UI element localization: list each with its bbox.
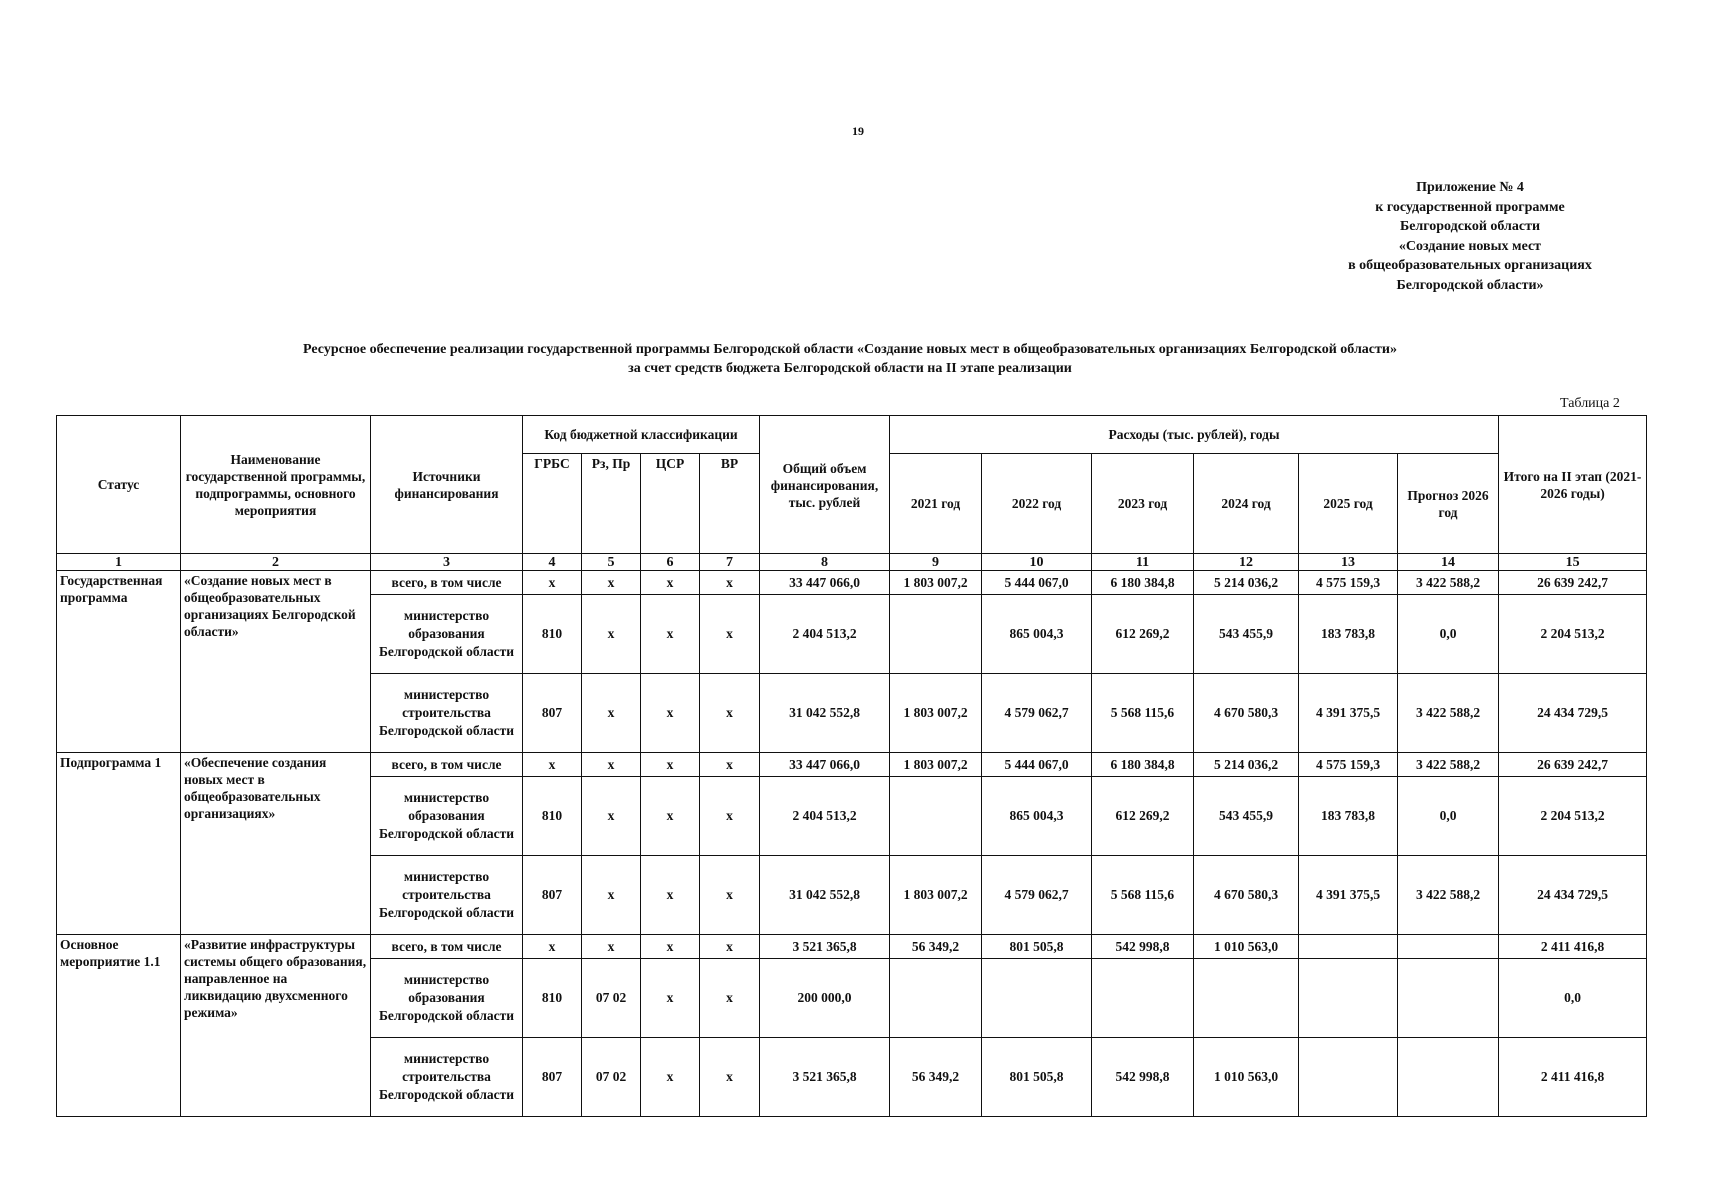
- year-2021-cell: [890, 959, 982, 1038]
- appendix-note: [1280, 178, 1660, 295]
- col-number: 3: [371, 554, 523, 571]
- header-grbs: ГРБС: [523, 454, 582, 554]
- year-2021-cell: [890, 777, 982, 856]
- year-2023-cell: 542 998,8: [1092, 1038, 1194, 1117]
- name-cell: «Развитие инфраструктуры системы общего образования, направленное на ликвидацию двухсменного режима»: [181, 935, 371, 1117]
- col-number: 13: [1299, 554, 1398, 571]
- grbs-cell: 807: [523, 856, 582, 935]
- year-2024-cell: 1 010 563,0: [1194, 1038, 1299, 1117]
- year-2026-cell: [1398, 1038, 1499, 1117]
- year-2021-cell: 56 349,2: [890, 1038, 982, 1117]
- year-2022-cell: 865 004,3: [982, 777, 1092, 856]
- year-2026-cell: 3 422 588,2: [1398, 571, 1499, 595]
- year-2024-cell: 543 455,9: [1194, 777, 1299, 856]
- stage-total-cell: 2 204 513,2: [1499, 595, 1647, 674]
- appendix-line: Белгородской области: [1399, 219, 1541, 234]
- year-2025-cell: [1299, 959, 1398, 1038]
- header-year-2021: 2021 год: [890, 454, 982, 554]
- page-number: 19: [852, 124, 864, 138]
- stage-total-cell: 24 434 729,5: [1499, 674, 1647, 753]
- year-2023-cell: [1092, 959, 1194, 1038]
- source-cell: министерство строительства Белгородской области: [371, 1038, 523, 1117]
- year-2023-cell: 612 269,2: [1092, 777, 1194, 856]
- header-status: Статус: [57, 416, 181, 554]
- title-line-1: Ресурсное обеспечение реализации государственной программы Белгородской области «Создание новых мест в общеобразовательных организациях Белгородской области»: [303, 342, 1397, 357]
- year-2022-cell: 865 004,3: [982, 595, 1092, 674]
- name-cell: «Обеспечение создания новых мест в общеобразовательных организациях»: [181, 753, 371, 935]
- header-budget-code: Код бюджетной классификации: [523, 416, 760, 454]
- year-2022-cell: 5 444 067,0: [982, 753, 1092, 777]
- csr-cell: х: [641, 856, 700, 935]
- year-2023-cell: 6 180 384,8: [1092, 571, 1194, 595]
- vr-cell: х: [700, 1038, 760, 1117]
- year-2025-cell: [1299, 1038, 1398, 1117]
- year-2021-cell: 1 803 007,2: [890, 674, 982, 753]
- year-2021-cell: 1 803 007,2: [890, 856, 982, 935]
- year-2026-cell: 3 422 588,2: [1398, 674, 1499, 753]
- header-year-2026: Прогноз 2026 год: [1398, 454, 1499, 554]
- year-2024-cell: 5 214 036,2: [1194, 753, 1299, 777]
- vr-cell: х: [700, 777, 760, 856]
- col-number: 6: [641, 554, 700, 571]
- table-row: [57, 571, 1647, 595]
- vr-cell: х: [700, 959, 760, 1038]
- year-2024-cell: 543 455,9: [1194, 595, 1299, 674]
- stage-total-cell: 2 204 513,2: [1499, 777, 1647, 856]
- year-2023-cell: 5 568 115,6: [1092, 856, 1194, 935]
- stage-total-cell: 26 639 242,7: [1499, 571, 1647, 595]
- year-2022-cell: 5 444 067,0: [982, 571, 1092, 595]
- table-row: [57, 753, 1647, 777]
- csr-cell: х: [641, 674, 700, 753]
- year-2026-cell: 3 422 588,2: [1398, 753, 1499, 777]
- year-2024-cell: 4 670 580,3: [1194, 856, 1299, 935]
- col-number: 15: [1499, 554, 1647, 571]
- year-2026-cell: 3 422 588,2: [1398, 856, 1499, 935]
- csr-cell: х: [641, 935, 700, 959]
- vr-cell: х: [700, 856, 760, 935]
- vr-cell: х: [700, 571, 760, 595]
- year-2021-cell: [890, 595, 982, 674]
- stage-total-cell: 2 411 416,8: [1499, 935, 1647, 959]
- appendix-line: «Создание новых мест: [1398, 238, 1542, 254]
- header-year-2022: 2022 год: [982, 454, 1092, 554]
- appendix-line: в общеобразовательных организациях: [1348, 258, 1592, 273]
- year-2022-cell: [982, 959, 1092, 1038]
- rz-cell: х: [582, 571, 641, 595]
- header-total-volume: Общий объем финансирования, тыс. рублей: [760, 416, 890, 554]
- year-2025-cell: 4 391 375,5: [1299, 674, 1398, 753]
- header-year-2024: 2024 год: [1194, 454, 1299, 554]
- name-cell: «Создание новых мест в общеобразовательных организациях Белгородской области»: [181, 571, 371, 753]
- header-expenses: Расходы (тыс. рублей), годы: [890, 416, 1499, 454]
- year-2024-cell: 4 670 580,3: [1194, 674, 1299, 753]
- header-stage-total: Итого на II этап (2021-2026 годы): [1499, 416, 1647, 554]
- status-cell: Основное мероприятие 1.1: [57, 935, 181, 1117]
- year-2025-cell: 183 783,8: [1299, 777, 1398, 856]
- col-number: 7: [700, 554, 760, 571]
- csr-cell: х: [641, 1038, 700, 1117]
- source-cell: всего, в том числе: [371, 753, 523, 777]
- year-2021-cell: 1 803 007,2: [890, 753, 982, 777]
- appendix-line: Приложение № 4: [1416, 180, 1524, 195]
- year-2021-cell: 56 349,2: [890, 935, 982, 959]
- year-2023-cell: 542 998,8: [1092, 935, 1194, 959]
- total-cell: 2 404 513,2: [760, 595, 890, 674]
- grbs-cell: х: [523, 571, 582, 595]
- vr-cell: х: [700, 753, 760, 777]
- source-cell: всего, в том числе: [371, 571, 523, 595]
- col-number: 1: [57, 554, 181, 571]
- resource-table: [56, 415, 1647, 1117]
- grbs-cell: х: [523, 935, 582, 959]
- rz-cell: 07 02: [582, 959, 641, 1038]
- rz-cell: х: [582, 935, 641, 959]
- grbs-cell: х: [523, 753, 582, 777]
- year-2025-cell: 4 575 159,3: [1299, 571, 1398, 595]
- appendix-line: к государственной программе: [1375, 199, 1565, 215]
- rz-cell: х: [582, 674, 641, 753]
- source-cell: министерство образования Белгородской области: [371, 777, 523, 856]
- csr-cell: х: [641, 571, 700, 595]
- total-cell: 3 521 365,8: [760, 1038, 890, 1117]
- status-cell: Государственная программа: [57, 571, 181, 753]
- csr-cell: х: [641, 777, 700, 856]
- source-cell: министерство строительства Белгородской области: [371, 674, 523, 753]
- table-body: [57, 571, 1647, 1117]
- appendix-line: Белгородской области»: [1396, 277, 1544, 293]
- source-cell: министерство образования Белгородской области: [371, 595, 523, 674]
- title-line-2: за счет средств бюджета Белгородской области на II этапе реализации: [628, 361, 1072, 376]
- status-cell: Подпрограмма 1: [57, 753, 181, 935]
- stage-total-cell: 2 411 416,8: [1499, 1038, 1647, 1117]
- grbs-cell: 810: [523, 595, 582, 674]
- year-2022-cell: 801 505,8: [982, 1038, 1092, 1117]
- header-sources: Источники финансирования: [371, 416, 523, 554]
- header-rz: Рз, Пр: [582, 454, 641, 554]
- stage-total-cell: 26 639 242,7: [1499, 753, 1647, 777]
- grbs-cell: 810: [523, 777, 582, 856]
- table-row: [57, 935, 1647, 959]
- header-name: Наименование государственной программы, подпрограммы, основного мероприятия: [181, 416, 371, 554]
- stage-total-cell: 24 434 729,5: [1499, 856, 1647, 935]
- year-2025-cell: 183 783,8: [1299, 595, 1398, 674]
- year-2022-cell: 4 579 062,7: [982, 856, 1092, 935]
- grbs-cell: 810: [523, 959, 582, 1038]
- header-year-2025: 2025 год: [1299, 454, 1398, 554]
- col-number: 10: [982, 554, 1092, 571]
- header-vr: ВР: [700, 454, 760, 554]
- year-2021-cell: 1 803 007,2: [890, 571, 982, 595]
- rz-cell: 07 02: [582, 1038, 641, 1117]
- col-number: 14: [1398, 554, 1499, 571]
- vr-cell: х: [700, 674, 760, 753]
- year-2023-cell: 5 568 115,6: [1092, 674, 1194, 753]
- vr-cell: х: [700, 595, 760, 674]
- total-cell: 31 042 552,8: [760, 856, 890, 935]
- year-2022-cell: 801 505,8: [982, 935, 1092, 959]
- col-number: 11: [1092, 554, 1194, 571]
- rz-cell: х: [582, 595, 641, 674]
- col-number: 8: [760, 554, 890, 571]
- year-2024-cell: [1194, 959, 1299, 1038]
- total-cell: 2 404 513,2: [760, 777, 890, 856]
- stage-total-cell: 0,0: [1499, 959, 1647, 1038]
- year-2026-cell: 0,0: [1398, 595, 1499, 674]
- vr-cell: х: [700, 935, 760, 959]
- year-2025-cell: 4 575 159,3: [1299, 753, 1398, 777]
- rz-cell: х: [582, 856, 641, 935]
- total-cell: 3 521 365,8: [760, 935, 890, 959]
- col-number: 9: [890, 554, 982, 571]
- col-number: 4: [523, 554, 582, 571]
- header-csr: ЦСР: [641, 454, 700, 554]
- year-2026-cell: 0,0: [1398, 777, 1499, 856]
- table-label: Таблица 2: [1560, 396, 1620, 411]
- header-year-2023: 2023 год: [1092, 454, 1194, 554]
- year-2025-cell: [1299, 935, 1398, 959]
- source-cell: министерство образования Белгородской области: [371, 959, 523, 1038]
- grbs-cell: 807: [523, 1038, 582, 1117]
- total-cell: 31 042 552,8: [760, 674, 890, 753]
- csr-cell: х: [641, 959, 700, 1038]
- year-2026-cell: [1398, 959, 1499, 1038]
- total-cell: 200 000,0: [760, 959, 890, 1038]
- source-cell: всего, в том числе: [371, 935, 523, 959]
- csr-cell: х: [641, 753, 700, 777]
- csr-cell: х: [641, 595, 700, 674]
- year-2025-cell: 4 391 375,5: [1299, 856, 1398, 935]
- year-2024-cell: 5 214 036,2: [1194, 571, 1299, 595]
- col-number: 5: [582, 554, 641, 571]
- year-2023-cell: 612 269,2: [1092, 595, 1194, 674]
- col-number: 2: [181, 554, 371, 571]
- year-2023-cell: 6 180 384,8: [1092, 753, 1194, 777]
- source-cell: министерство строительства Белгородской области: [371, 856, 523, 935]
- rz-cell: х: [582, 777, 641, 856]
- total-cell: 33 447 066,0: [760, 753, 890, 777]
- year-2024-cell: 1 010 563,0: [1194, 935, 1299, 959]
- year-2026-cell: [1398, 935, 1499, 959]
- grbs-cell: 807: [523, 674, 582, 753]
- year-2022-cell: 4 579 062,7: [982, 674, 1092, 753]
- column-numbers-row: [57, 554, 1647, 571]
- rz-cell: х: [582, 753, 641, 777]
- document-title: [150, 340, 1550, 378]
- total-cell: 33 447 066,0: [760, 571, 890, 595]
- col-number: 12: [1194, 554, 1299, 571]
